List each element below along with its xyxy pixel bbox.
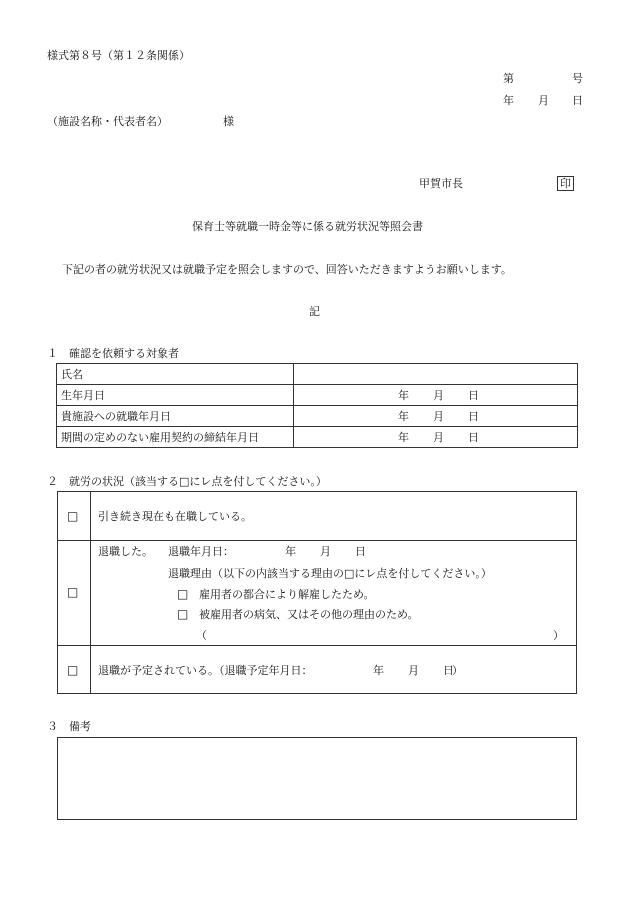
hire-date-value-cell[interactable]	[294, 406, 578, 427]
month-label: 月	[320, 545, 331, 558]
birthdate-value-cell[interactable]	[294, 385, 578, 406]
contract-date-value-cell[interactable]	[294, 427, 578, 448]
section3-heading: ３ 備考	[47, 720, 91, 733]
checkbox-still-employed[interactable]: □	[67, 509, 79, 523]
day-label: 日	[468, 410, 479, 423]
other-reason-field[interactable]	[210, 626, 550, 642]
checkbox-resigned[interactable]: □	[67, 585, 79, 599]
section1-heading: １ 確認を依頼する対象者	[47, 347, 179, 360]
row-label-hire-date: 貴施設への就職年月日	[57, 406, 294, 427]
intro-text: 下記の者の就労状況又は就職予定を照会しますので、回答いただきますようお願いします。	[62, 263, 512, 276]
checkbox-column-divider	[90, 491, 91, 694]
row-label-name: 氏名	[57, 364, 294, 385]
checkbox-reason-dismissal[interactable]: □	[177, 587, 189, 601]
remarks-field[interactable]	[57, 737, 577, 820]
form-number: 様式第８号（第１２条関係）	[47, 49, 190, 62]
paren-close: ）	[452, 664, 463, 677]
header-date-year: 年	[503, 94, 514, 107]
month-label: 月	[408, 664, 419, 677]
header-date-day: 日	[572, 94, 583, 107]
day-label: 日	[443, 664, 454, 677]
day-label: 日	[468, 431, 479, 444]
paren-close: ）	[553, 629, 564, 642]
paren-open: （	[196, 629, 207, 642]
name-value-cell[interactable]	[294, 364, 578, 385]
year-label: 年	[398, 389, 409, 402]
table-row	[57, 364, 578, 385]
opt-still-employed-label: 引き続き現在も在職している。	[98, 510, 252, 523]
row-divider	[57, 540, 577, 541]
day-label: 日	[355, 545, 366, 558]
checkbox-reason-other[interactable]: □	[177, 607, 189, 621]
section2-heading: ２ 就労の状況（該当する□にレ点を付してください。）	[47, 475, 327, 488]
reason-other-label: 被雇用者の病気、又はその他の理由のため。	[199, 608, 419, 621]
opt-resign-scheduled-label: 退職が予定されている。（退職予定年月日：	[98, 664, 313, 677]
header-date-month: 月	[538, 94, 549, 107]
day-label: 日	[468, 389, 479, 402]
year-label: 年	[398, 431, 409, 444]
month-label: 月	[433, 410, 444, 423]
year-label: 年	[373, 664, 384, 677]
row-label-contract-date: 期間の定めのない雇用契約の締結年月日	[57, 427, 294, 448]
month-label: 月	[433, 431, 444, 444]
table-row	[57, 427, 578, 448]
resign-reason-label: 退職理由（以下の内該当する理由の□にレ点を付してください。）	[168, 567, 492, 580]
document-title: 保育士等就職一時金等に係る就労状況等照会書	[192, 220, 423, 233]
reason-dismissal-label: 雇用者の都合により解雇したため。	[199, 588, 375, 601]
doc-number-prefix: 第	[503, 72, 514, 85]
year-label: 年	[285, 545, 296, 558]
month-label: 月	[433, 389, 444, 402]
ki-label: 記	[309, 305, 320, 318]
opt-resigned-label: 退職した。	[98, 545, 153, 558]
seal-mark: 印	[557, 176, 574, 191]
addressee: （施設名称・代表者名）	[47, 115, 168, 128]
doc-number-suffix: 号	[572, 72, 583, 85]
row-label-birthdate: 生年月日	[57, 385, 294, 406]
year-label: 年	[398, 410, 409, 423]
checkbox-resign-scheduled[interactable]: □	[67, 663, 79, 677]
table-row	[57, 406, 578, 427]
row-divider	[57, 645, 577, 646]
addressee-suffix: 様	[223, 115, 234, 128]
target-person-table	[56, 363, 578, 448]
sender: 甲賀市長	[419, 177, 463, 190]
table-row	[57, 385, 578, 406]
resign-date-label: 退職年月日：	[168, 545, 234, 558]
